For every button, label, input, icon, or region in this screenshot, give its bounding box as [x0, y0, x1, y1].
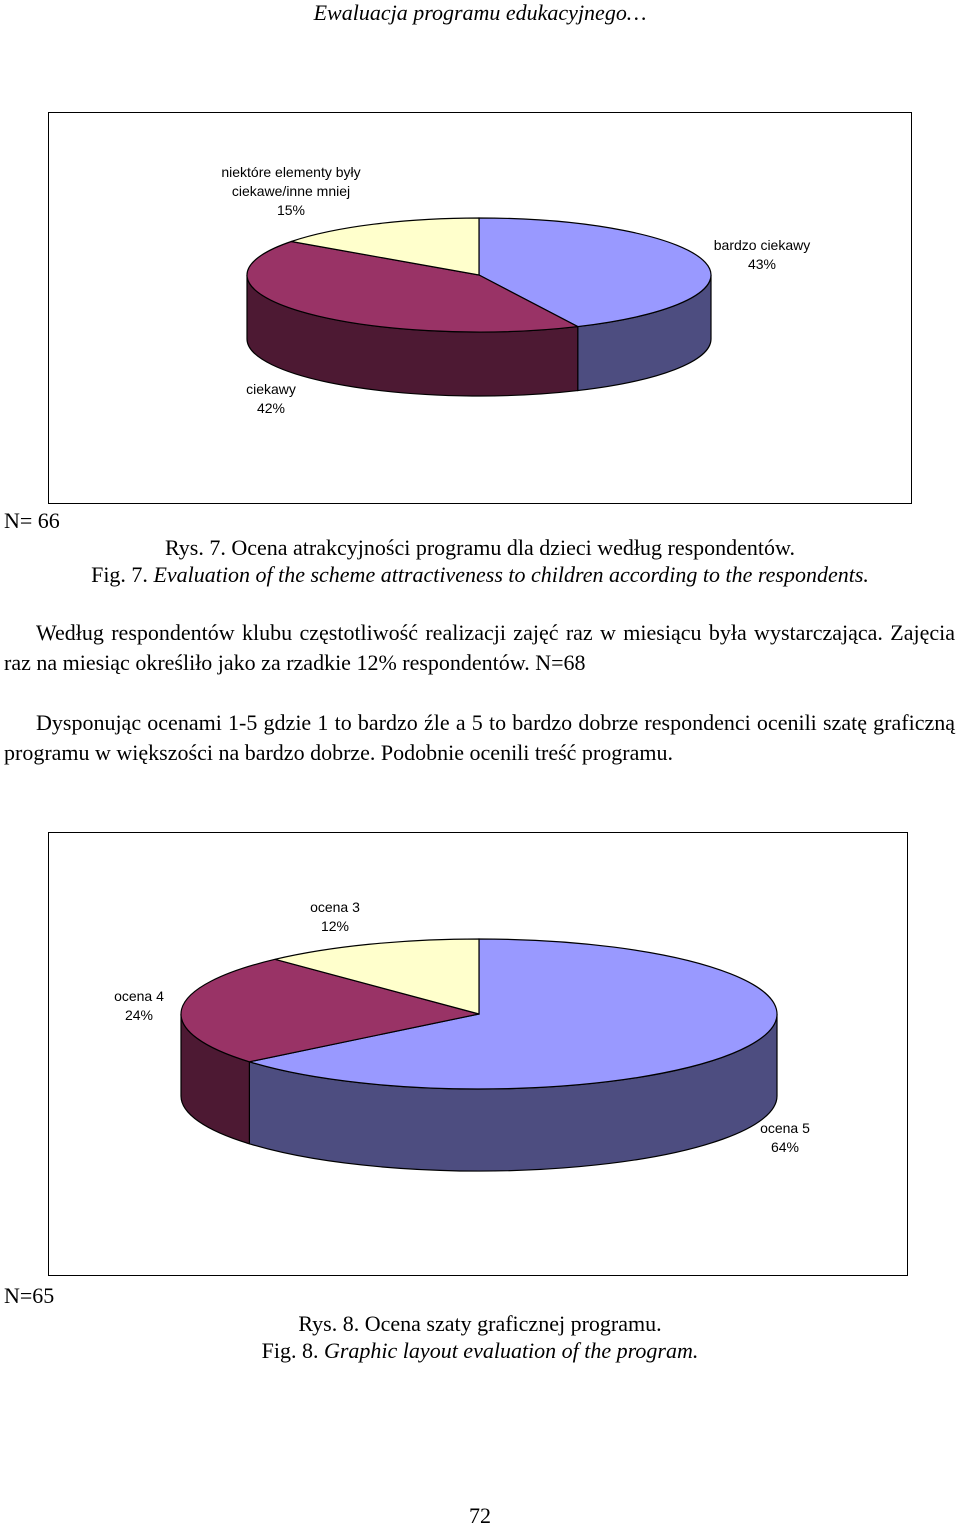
paragraph-frequency: Według respondentów klubu częstotliwość realizacji zajęć raz w miesiącu była wystarczająca. Zajęcia raz na miesiąc określiło jako za rzadkie 12% respondentów. N=68: [4, 620, 955, 675]
pie-label-ocena-4: ocena 4 24%: [114, 988, 164, 1023]
pie-chart-fig8: [49, 833, 909, 1277]
pie-label-bardzo-ciekawy: bardzo ciekawy 43%: [713, 237, 811, 272]
n-label-fig8: N=65: [4, 1283, 55, 1308]
caption-pl-fig7: Rys. 7. Ocena atrakcyjności programu dla dzieci według respondentów.: [165, 535, 795, 560]
pie-label-ciekawy: ciekawy 42%: [246, 381, 296, 416]
chart-frame-fig7: [48, 112, 912, 504]
running-header: Ewaluacja programu edukacyjnego…: [313, 0, 647, 25]
caption-en-prefix: Fig. 8.: [261, 1338, 324, 1363]
pie-label-niekt-re-elementy-by-y-ciekawe-inne-mniej: niektóre elementy były ciekawe/inne mniej 15%: [221, 164, 361, 218]
chart-frame-fig8: [48, 832, 908, 1276]
caption-pl-fig8: Rys. 8. Ocena szaty graficznej programu.: [298, 1311, 662, 1336]
caption-en-text: Evaluation of the scheme attractiveness to children according to the respondents.: [153, 562, 869, 587]
caption-en-fig7: [0, 561, 960, 588]
pie-chart-fig7: [49, 113, 913, 505]
pie-label-ocena-5: ocena 5 64%: [760, 1120, 810, 1155]
pie-label-ocena-3: ocena 3 12%: [310, 899, 360, 934]
n-label-fig7: N= 66: [4, 508, 60, 533]
caption-en-prefix: Fig. 7.: [91, 562, 154, 587]
paragraph-graphic-evaluation: Dysponując ocenami 1-5 gdzie 1 to bardzo źle a 5 to bardzo dobrze respondenci ocenili szatę graficzną programu w większości na bardzo dobrze. Podobnie ocenili treść programu.: [4, 710, 955, 765]
caption-en-text: Graphic layout evaluation of the program.: [323, 1338, 699, 1363]
page-number: 72: [469, 1503, 491, 1528]
caption-en-fig8: [0, 1337, 960, 1364]
